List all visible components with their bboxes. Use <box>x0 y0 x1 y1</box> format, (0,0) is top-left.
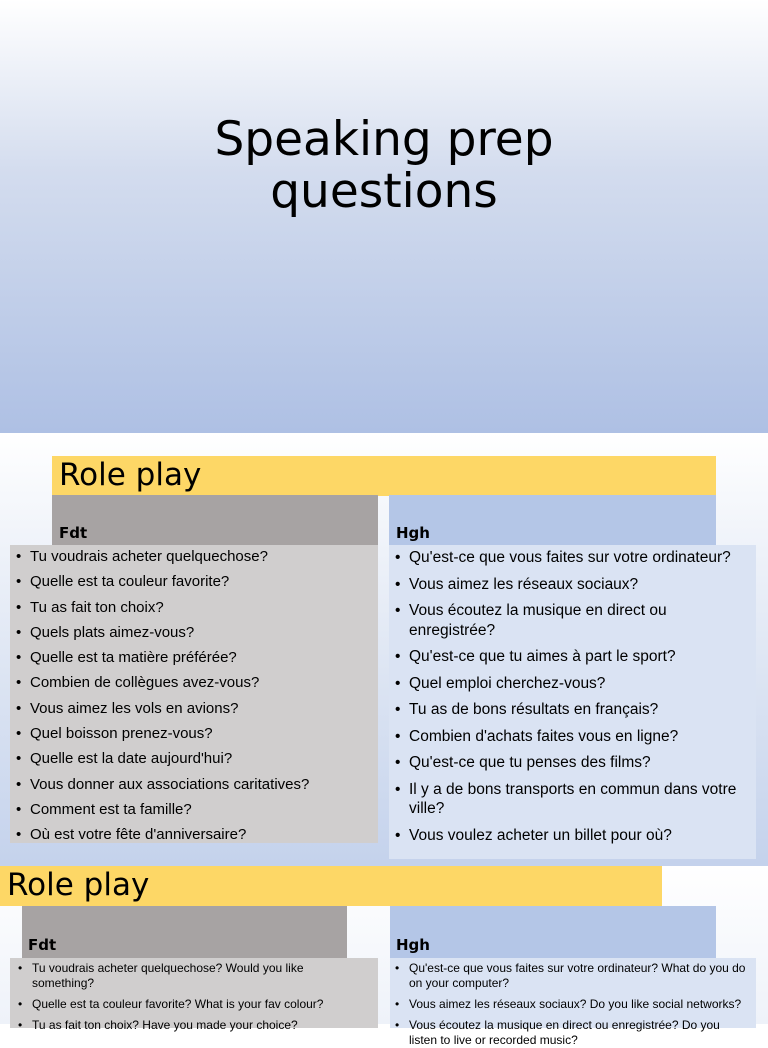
hgh-translation-list <box>390 958 756 1047</box>
role-play-banner <box>0 866 662 906</box>
list-item: • Tu as fait ton choix? <box>30 599 374 617</box>
fdt-question-list <box>10 545 378 843</box>
title-slide <box>0 0 768 433</box>
list-item: • Quel boisson prenez-vous? <box>30 725 374 743</box>
list-item: • Qu'est-ce que tu aimes à part le sport? <box>409 647 748 667</box>
list-item: • Vous donner aux associations caritatives? <box>30 776 374 794</box>
list-item: • Vous aimez les réseaux sociaux? Do you like social networks? <box>409 997 748 1012</box>
list-item: • Vous aimez les vols en avions? <box>30 700 374 718</box>
list-item: • Tu as fait ton choix? Have you made your choice? <box>32 1018 368 1033</box>
column-header-fdt <box>22 906 347 958</box>
banner-title: Role play <box>7 867 150 903</box>
column-heading-hgh: Hgh <box>396 524 430 542</box>
list-item: • Combien de collègues avez-vous? <box>30 674 374 692</box>
column-heading-fdt: Fdt <box>28 936 57 954</box>
slide-title <box>0 114 768 218</box>
list-item: • Il y a de bons transports en commun dans votre ville? <box>409 780 748 819</box>
list-item: • Qu'est-ce que vous faites sur votre ordinateur? What do you do on your computer? <box>409 961 748 991</box>
column-heading-fdt: Fdt <box>59 524 88 542</box>
list-item: • Qu'est-ce que tu penses des films? <box>409 753 748 773</box>
banner-title: Role play <box>59 457 202 493</box>
list-item: • Quelle est ta couleur favorite? What is your fav colour? <box>32 997 368 1012</box>
list-item: • Où est votre fête d'anniversaire? <box>30 826 374 844</box>
list-item: • Quelle est ta matière préférée? <box>30 649 374 667</box>
list-item: • Qu'est-ce que vous faites sur votre ordinateur? <box>409 548 748 568</box>
list-item: • Quels plats aimez-vous? <box>30 624 374 642</box>
list-item: • Tu voudrais acheter quelquechose? Would you like something? <box>32 961 368 991</box>
column-heading-hgh: Hgh <box>396 936 430 954</box>
role-play-slide <box>0 433 768 866</box>
column-header-hgh <box>389 495 716 545</box>
hgh-question-list <box>389 545 756 859</box>
list-item: • Quel emploi cherchez-vous? <box>409 674 748 694</box>
title-line-1: Speaking prep <box>214 112 554 167</box>
role-play-banner <box>52 456 716 496</box>
column-header-fdt <box>52 495 378 545</box>
column-header-hgh <box>390 906 716 958</box>
list-item: • Vous voulez acheter un billet pour où? <box>409 826 748 846</box>
list-item: • Quelle est ta couleur favorite? <box>30 573 374 591</box>
list-item: • Comment est ta famille? <box>30 801 374 819</box>
list-item: • Quelle est la date aujourd'hui? <box>30 750 374 768</box>
list-item: • Combien d'achats faites vous en ligne? <box>409 727 748 747</box>
list-item: • Tu voudrais acheter quelquechose? <box>30 548 374 566</box>
list-item: • Vous écoutez la musique en direct ou enregistrée? Do you listen to live or recorded music? <box>409 1018 748 1048</box>
list-item: • Tu as de bons résultats en français? <box>409 700 748 720</box>
role-play-translation-slide <box>0 866 768 1047</box>
fdt-translation-list <box>10 958 378 1032</box>
list-item: • Vous écoutez la musique en direct ou enregistrée? <box>409 601 748 640</box>
list-item: • Vous aimez les réseaux sociaux? <box>409 575 748 595</box>
title-line-2: questions <box>270 164 498 219</box>
